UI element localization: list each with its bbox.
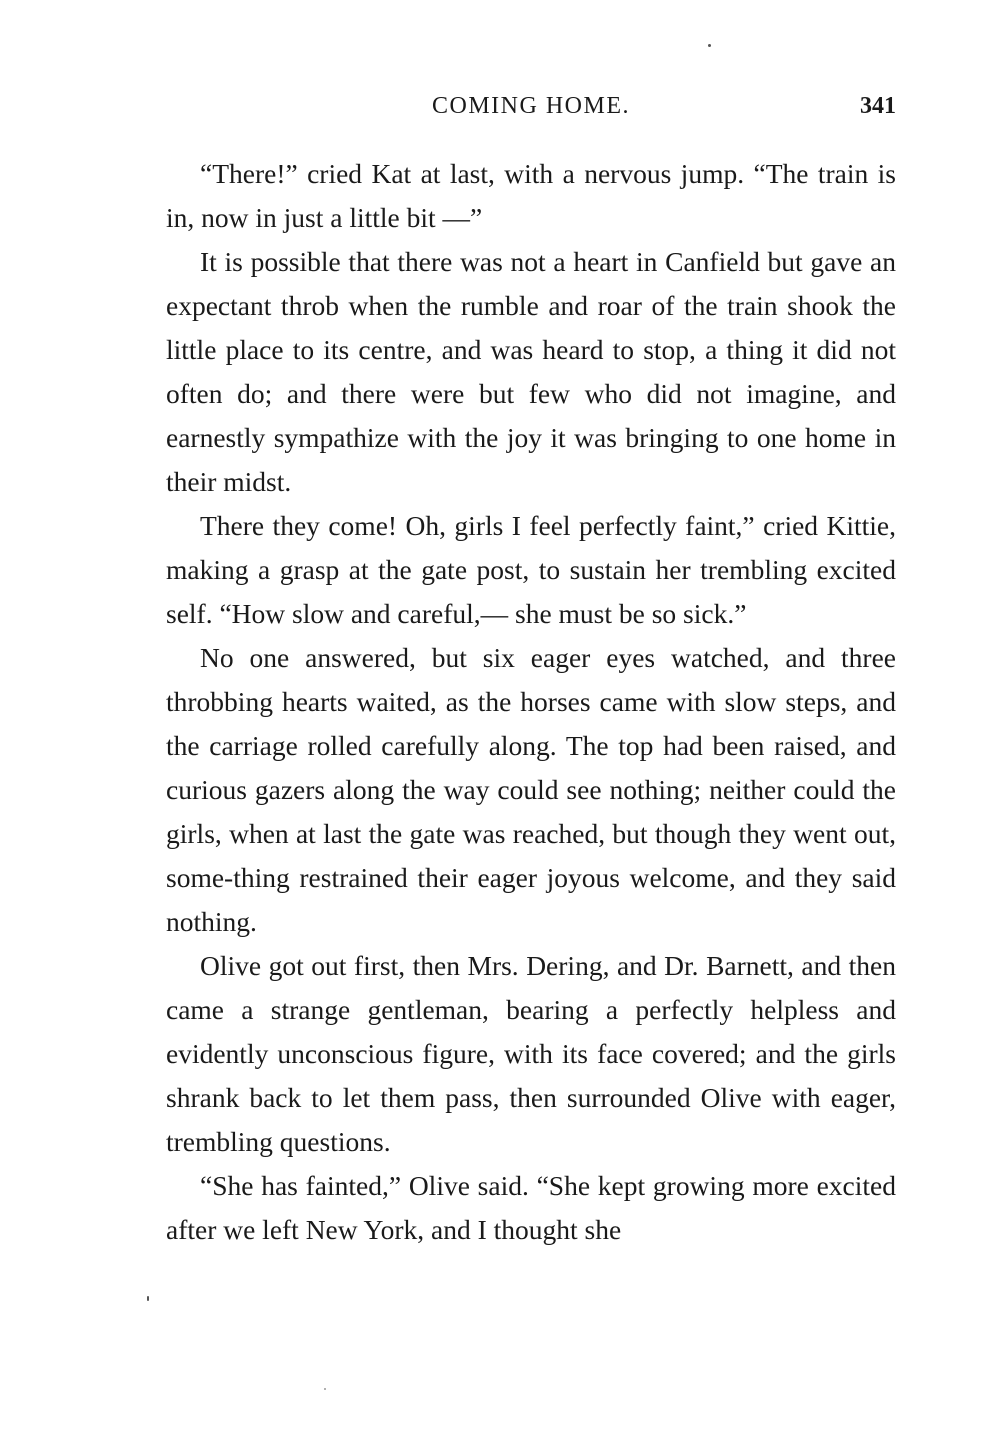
print-speck — [147, 1296, 149, 1301]
page-number: 341 — [860, 93, 896, 119]
paragraph-2: It is possible that there was not a heart in Canfield but gave an expectant throb when the rumble and roar of the train shook the little place to its centre, and was heard to stop, a thing it did not often do; and there were but few who did not imagine, and earnestly sympathize with the joy it was bringing to one home in their midst. — [166, 246, 896, 497]
print-speck — [324, 1388, 326, 1390]
print-speck — [708, 44, 711, 47]
paragraph-4: No one answered, but six eager eyes watched, and three throbbing hearts waited, as the horses came with slow steps, and the carriage rolled carefully along. The top had been raised, and curious gazers along the way could see nothing; neither could the girls, when at last the gate was reached, but though they went out, some-thing restrained their eager joyous welcome, and they said nothing. — [166, 642, 896, 937]
paragraph-6: “She has fainted,” Olive said. “She kept growing more excited after we left New York, and I thought she — [166, 1170, 896, 1245]
paragraph-1: “There!” cried Kat at last, with a nervous jump. “The train is in, now in just a little bit —” — [166, 158, 896, 233]
body-text — [166, 152, 896, 1252]
running-head — [166, 88, 896, 124]
paragraph-3: There they come! Oh, girls I feel perfectly faint,” cried Kittie, making a grasp at the gate post, to sustain her trembling excited self. “How slow and careful,— she must be so sick.” — [166, 510, 896, 629]
running-title: COMING HOME. — [432, 93, 630, 119]
paragraph-5: Olive got out first, then Mrs. Dering, and Dr. Barnett, and then came a strange gentleman, bearing a perfectly helpless and evidently unconscious figure, with its face covered; and the girls shrank back to let them pass, then surrounded Olive with eager, trembling questions. — [166, 950, 896, 1157]
